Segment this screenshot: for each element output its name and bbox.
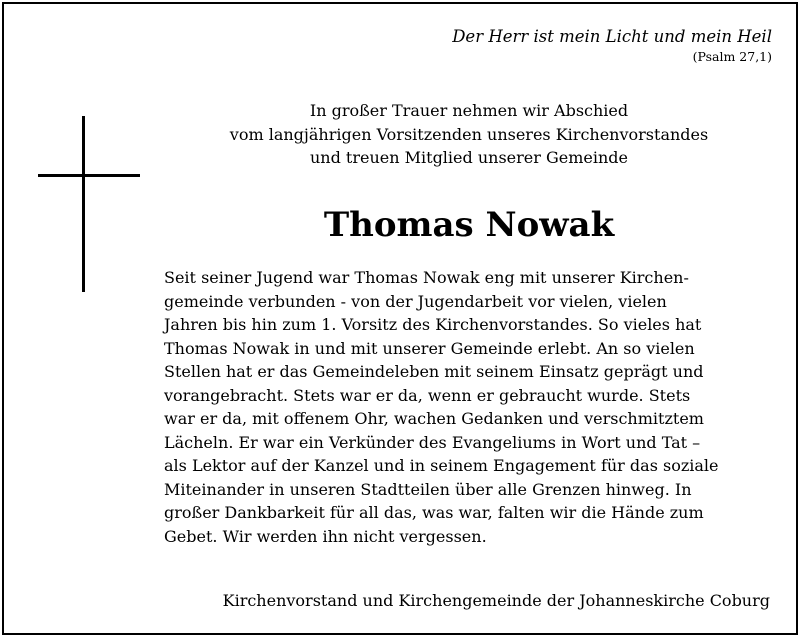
intro-line: In großer Trauer nehmen wir Abschied bbox=[309, 101, 629, 120]
eulogy-line: großer Dankbarkeit für all das, was war, falten wir die Hände zum bbox=[164, 503, 704, 522]
eulogy-line: Lächeln. Er war ein Verkünder des Evangeliums in Wort und Tat – bbox=[164, 432, 701, 452]
intro-line: und treuen Mitglied unserer Gemeinde bbox=[309, 148, 628, 167]
cross-horizontal-beam bbox=[38, 174, 140, 177]
eulogy-line: Stellen hat er das Gemeindeleben mit seinem Einsatz geprägt und bbox=[164, 362, 704, 381]
eulogy-line: Thomas Nowak in und mit unserer Gemeinde erlebt. An so vielen bbox=[164, 338, 695, 358]
eulogy-text bbox=[164, 266, 784, 548]
eulogy-line: war er da, mit offenem Ohr, wachen Gedanken und verschmitztem bbox=[164, 409, 704, 428]
eulogy-line: Miteinander in unseren Stadtteilen über alle Grenzen hinweg. In bbox=[164, 479, 692, 499]
eulogy-line: Jahren bis hin zum 1. Vorsitz des Kirchenvorstandes. So vieles hat bbox=[164, 315, 702, 334]
cross-icon bbox=[38, 116, 142, 292]
verse-quote: Der Herr ist mein Licht und mein Heil bbox=[452, 27, 772, 46]
obituary-frame bbox=[2, 2, 798, 635]
deceased-name: Thomas Nowak bbox=[323, 205, 615, 245]
verse-reference: (Psalm 27,1) bbox=[692, 49, 772, 64]
intro-text bbox=[164, 99, 774, 170]
cross-vertical-beam bbox=[82, 116, 85, 292]
intro-line: vom langjährigen Vorsitzenden unseres Kirchenvorstandes bbox=[229, 124, 709, 144]
bible-verse bbox=[452, 26, 772, 65]
eulogy-line: vorangebracht. Stets war er da, wenn er gebraucht wurde. Stets bbox=[164, 385, 691, 405]
eulogy-line: Seit seiner Jugend war Thomas Nowak eng mit unserer Kirchen- bbox=[164, 268, 689, 287]
eulogy-line: Gebet. Wir werden ihn nicht vergessen. bbox=[164, 526, 487, 546]
eulogy-line: als Lektor auf der Kanzel und in seinem Engagement für das soziale bbox=[164, 456, 719, 475]
eulogy-line: gemeinde verbunden - von der Jugendarbeit vor vielen, vielen bbox=[164, 291, 667, 311]
signature: Kirchenvorstand und Kirchengemeinde der Johanneskirche Coburg bbox=[222, 591, 770, 610]
